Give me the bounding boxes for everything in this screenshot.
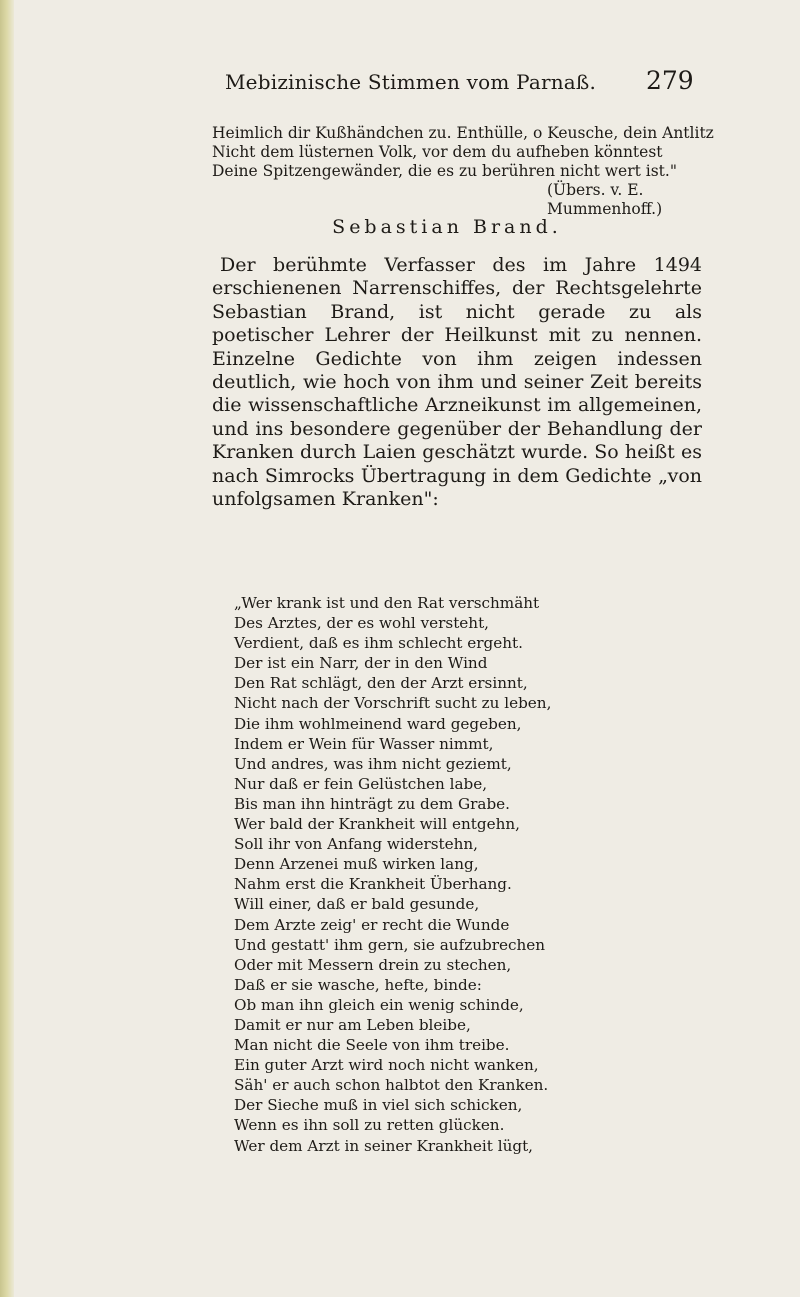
poem-line: Wer bald der Krankheit will entgehn, [234,815,521,834]
section-heading: Sebastian Brand. [332,216,562,238]
poem-line: Der ist ein Narr, der in den Wind [234,654,488,673]
poem-line: Bis man ihn hinträgt zu dem Grabe. [234,794,510,813]
page-number: 279 [646,66,694,95]
poem-line: Und andres, was ihm nicht geziemt, [234,754,512,773]
quote-line: Deine Spitzengewänder, die es zu berühren nicht wert ist." [212,162,677,180]
poem-line: Der Sieche muß in viel sich schicken, [234,1096,523,1115]
poem-line: Dem Arzte zeig' er recht die Wunde [234,915,510,934]
poem-line: Nahm erst die Krankheit Überhang. [234,875,512,894]
poem-line: Die ihm wohlmeinend ward gegeben, [234,714,522,733]
poem-line: Nicht nach der Vorschrift sucht zu leben, [234,694,552,713]
running-head: Mebizinische Stimmen vom Parnaß. [225,70,597,94]
poem-line: Wenn es ihn soll zu retten glücken. [234,1116,505,1135]
poem-line: Säh' er auch schon halbtot den Kranken. [234,1076,549,1095]
body-paragraph: Der berühmte Verfasser des im Jahre 1494 erschienenen Narrenschiffes, der Rechtsgelehrte Sebastian Brand, ist nicht gerade zu als poetischer Lehrer der Heilkunst mit zu nennen. Einzelne Gedichte von ihm zeigen indessen deutlich, wie hoch von ihm und seiner Zeit bereits die wissenschaftliche Arzneikunst im allgemeinen, und ins besondere gegenüber der Behandlung der Kranken durch Laien geschätzt wurde. So heißt es nach Simrocks Übertragung in dem Gedichte „von unfolgsamen Kranken": [212,254,702,511]
poem-line: Oder mit Messern drein zu stechen, [234,955,512,974]
poem-line: Den Rat schlägt, den der Arzt ersinnt, [234,674,528,693]
poem-line: Man nicht die Seele von ihm treibe. [234,1036,510,1055]
poem-line: Des Arztes, der es wohl versteht, [234,614,489,633]
poem-line: Indem er Wein für Wasser nimmt, [234,734,494,753]
translator-credit: (Übers. v. E. Mummenhoff.) [547,181,663,218]
poem-line: Wer dem Arzt in seiner Krankheit lügt, [234,1136,534,1155]
poem-line: Denn Arzenei muß wirken lang, [234,855,479,874]
poem-line: Damit er nur am Leben bleibe, [234,1015,471,1034]
poem-line: Verdient, daß es ihm schlecht ergeht. [234,634,523,653]
quote-line: Nicht dem lüsternen Volk, vor dem du aufheben könntest [212,143,663,161]
poem [234,593,674,1156]
poem-line: Ob man ihn gleich ein wenig schinde, [234,995,524,1014]
poem-line: Daß er sie wasche, hefte, binde: [234,975,482,994]
poem-line: Will einer, daß er bald gesunde, [234,895,480,914]
previous-quote [212,124,714,219]
poem-line: Ein guter Arzt wird noch nicht wanken, [234,1056,539,1075]
poem-line: Nur daß er fein Gelüstchen labe, [234,774,488,793]
poem-line: „Wer krank ist und den Rat verschmäht [234,594,540,612]
poem-line: Soll ihr von Anfang widerstehn, [234,835,479,854]
quote-line: Heimlich dir Kußhändchen zu. Enthülle, o Keusche, dein Antlitz [212,124,714,142]
poem-line: Und gestatt' ihm gern, sie aufzubrechen [234,935,546,954]
